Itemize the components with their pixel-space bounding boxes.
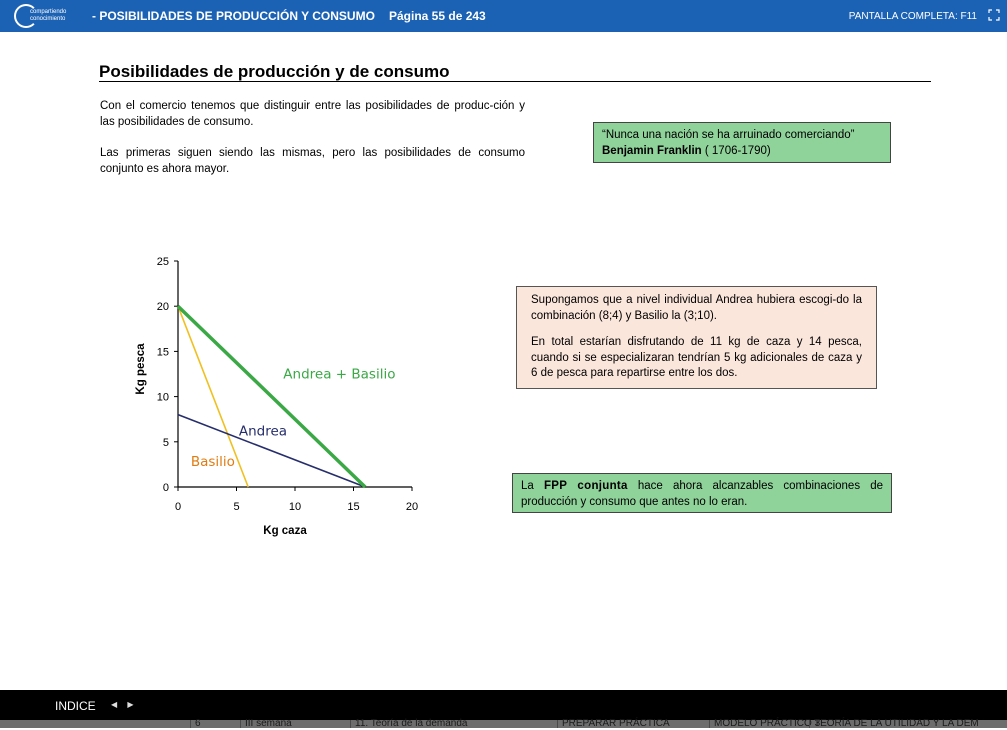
page-indicator: Página 55 de 243 bbox=[389, 9, 486, 23]
production-possibilities-chart bbox=[120, 248, 440, 548]
x-tick-label: 5 bbox=[233, 501, 240, 513]
quote-text: “Nunca una nación se ha arruinado comerciando” bbox=[602, 129, 855, 141]
series-label: Andrea + Basilio bbox=[283, 366, 396, 383]
y-tick-label: 20 bbox=[156, 301, 169, 314]
intro-paragraph: Las primeras siguen siendo las mismas, pero las posibilidades de consumo conjunto es ahora mayor. bbox=[100, 147, 525, 175]
x-tick-label: 10 bbox=[288, 501, 302, 513]
series-label: Andrea bbox=[238, 423, 288, 440]
tab-item[interactable]: MODELO PRÁCTICO 3: bbox=[709, 720, 809, 728]
quote-years: ( 1706-1790) bbox=[701, 144, 771, 157]
section-title: - POSIBILIDADES DE PRODUCCIÓN Y CONSUMO bbox=[92, 9, 375, 23]
logo-line1: compartiendo bbox=[30, 9, 67, 15]
y-tick-label: 25 bbox=[156, 256, 169, 268]
tab-strip bbox=[0, 720, 1007, 728]
logo-line2: conocimiento bbox=[30, 16, 66, 22]
fpp-prefix: La bbox=[521, 480, 544, 492]
fpp-bold: FPP conjunta bbox=[543, 480, 628, 492]
y-axis-label: Kg pesca bbox=[135, 343, 147, 395]
logo-text bbox=[30, 9, 66, 23]
note-paragraph: Supongamos que a nivel individual Andrea hubiera escogi-do la combinación (8;4) y Basilio la (3;10). bbox=[531, 294, 862, 322]
note-paragraph: En total estarían disfrutando de 11 kg de caza y 14 pesca, cuando si se especializaran tendrían 5 kg adicionales de caza y 6 de pesca para repartirse entre los dos. bbox=[531, 336, 862, 379]
title-divider bbox=[99, 81, 931, 82]
intro-text bbox=[100, 99, 525, 193]
nav-arrows-icon[interactable]: ◀ ▶ bbox=[111, 700, 138, 709]
logo[interactable] bbox=[14, 4, 76, 28]
fullscreen-hint[interactable]: PANTALLA COMPLETA: F11 bbox=[848, 11, 977, 22]
x-tick-label: 15 bbox=[347, 501, 360, 513]
quote-attribution bbox=[602, 144, 882, 160]
x-tick-label: 0 bbox=[174, 501, 182, 513]
tab-item[interactable]: TEORÍA DE LA UTILIDAD Y LA DEM bbox=[809, 720, 1007, 728]
x-axis-label: Kg caza bbox=[263, 525, 307, 537]
series-label: Basilio bbox=[190, 454, 235, 471]
top-bar bbox=[0, 0, 1007, 32]
intro-paragraph: Con el comercio tenemos que distinguir entre las posibilidades de produc-ción y las posibilidades de consumo. bbox=[100, 100, 525, 128]
y-tick-label: 0 bbox=[162, 482, 169, 494]
quote-box bbox=[593, 122, 891, 163]
fpp-conclusion-box bbox=[512, 473, 892, 513]
quote-author: Benjamin Franklin bbox=[602, 144, 702, 157]
page-title: Posibilidades de producción y de consumo bbox=[99, 62, 450, 81]
fullscreen-icon[interactable] bbox=[989, 10, 999, 20]
y-tick-label: 15 bbox=[156, 346, 169, 359]
x-tick-label: 20 bbox=[405, 501, 419, 513]
y-tick-label: 5 bbox=[162, 436, 169, 449]
tab-item[interactable]: 11. Teoría de la demanda bbox=[350, 720, 510, 728]
example-note-box bbox=[516, 286, 877, 389]
tab-item[interactable]: PREPARAR PRÁCTICA bbox=[557, 720, 707, 728]
bottom-bar bbox=[0, 690, 1007, 720]
tab-item[interactable]: III semana bbox=[240, 720, 335, 728]
fpp-rest: hace ahora alcanzables combinaciones de producción y consumo que antes no lo eran. bbox=[521, 480, 883, 508]
y-tick-label: 10 bbox=[156, 391, 169, 404]
tab-item[interactable]: 6 bbox=[190, 720, 220, 728]
index-button[interactable]: INDICE bbox=[55, 699, 96, 713]
